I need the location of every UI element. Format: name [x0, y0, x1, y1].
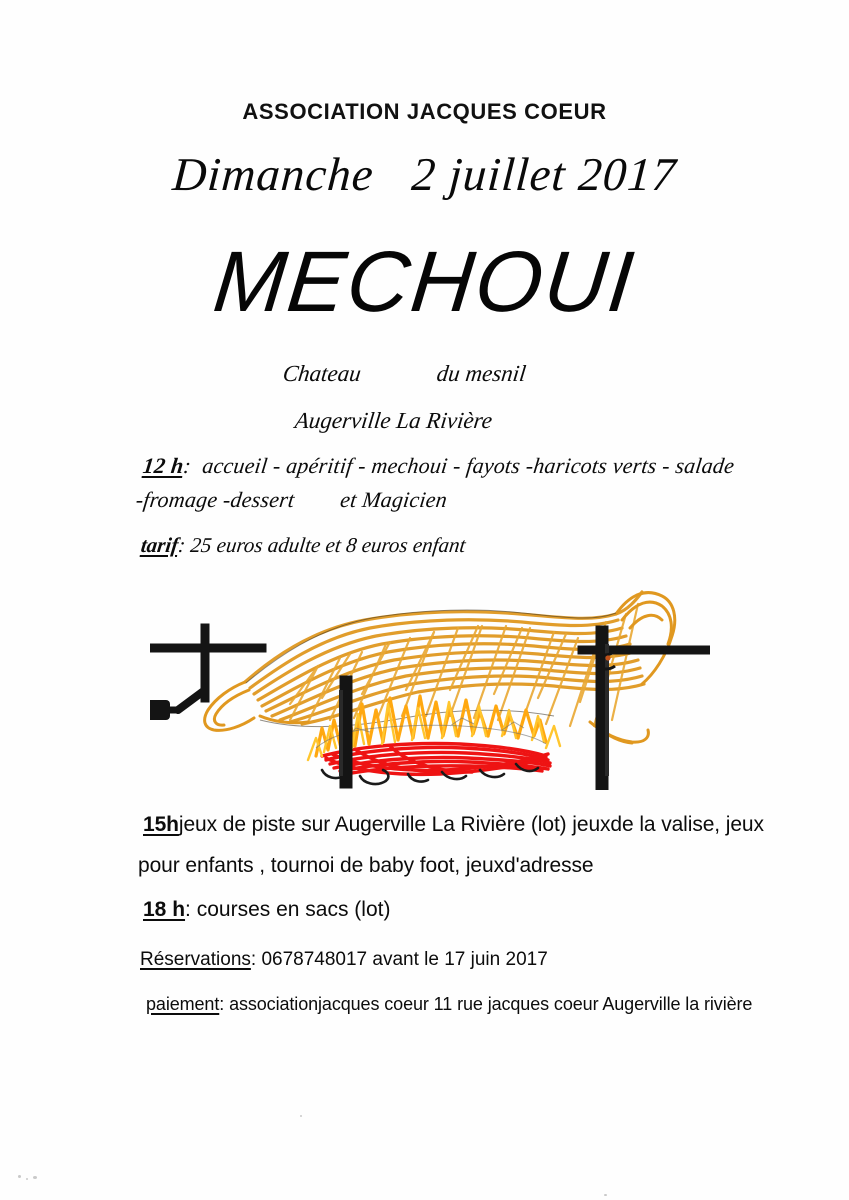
games-line-2: pour enfants , tournoi de baby foot, jeuxd'adresse	[138, 854, 594, 877]
event-weekday: Dimanche	[170, 149, 376, 201]
lunch-menu-line-2	[135, 489, 449, 511]
venue-line-2: Augerville La Rivière	[293, 408, 494, 433]
scan-speck	[18, 1175, 21, 1178]
lunch-separator: :	[182, 453, 193, 478]
lunch-menu-items-cont: -fromage -dessert	[134, 487, 296, 512]
reservations-separator: :	[250, 949, 257, 970]
association-title: ASSOCIATION JACQUES COEUR	[242, 99, 607, 124]
spit-roast-illustration	[150, 570, 710, 790]
price-label: tarif	[139, 533, 180, 557]
sack-race-line	[143, 899, 390, 920]
price-line	[140, 535, 467, 556]
reservations-label: Réservations	[140, 949, 251, 970]
payment-line	[146, 995, 752, 1013]
lunch-menu-line-1	[142, 455, 736, 477]
event-date-line	[0, 149, 849, 201]
sack-race-time-label: 18 h	[143, 898, 186, 921]
scan-speck	[26, 1178, 28, 1180]
venue-line-1	[282, 362, 528, 385]
reservations-line	[140, 950, 548, 969]
games-time-label: 15h	[143, 813, 179, 836]
lunch-entertainment: et Magicien	[338, 487, 449, 512]
games-line-1	[143, 814, 764, 835]
lunch-time-label: 12 h	[141, 453, 186, 478]
scan-speck	[300, 1115, 302, 1117]
payment-label: paiement	[146, 994, 220, 1014]
reservations-deadline: avant le 17 juin 2017	[372, 949, 548, 970]
event-date: 2 juillet 2017	[409, 149, 679, 201]
sack-race-text: courses en sacs (lot)	[196, 898, 391, 921]
games-text-1: jeux de piste sur Augerville La Rivière (lot) jeuxde la valise, jeux	[178, 813, 764, 836]
lunch-menu-items: accueil - apéritif - mechoui - fayots -haricots verts - salade	[201, 453, 736, 478]
scan-speck	[33, 1176, 37, 1179]
scan-speck	[604, 1194, 607, 1196]
page-title: MECHOUI	[209, 234, 640, 330]
price-separator: :	[176, 533, 187, 557]
payment-separator: :	[219, 994, 225, 1014]
sack-race-separator: :	[185, 898, 191, 921]
price-value: 25 euros adulte et 8 euros enfant	[189, 533, 468, 557]
venue-chateau: Chateau	[281, 361, 363, 386]
venue-name: du mesnil	[435, 361, 528, 386]
payment-address: associationjacques coeur 11 rue jacques coeur Augerville la rivière	[229, 994, 753, 1014]
reservations-phone: 0678748017	[261, 949, 368, 970]
